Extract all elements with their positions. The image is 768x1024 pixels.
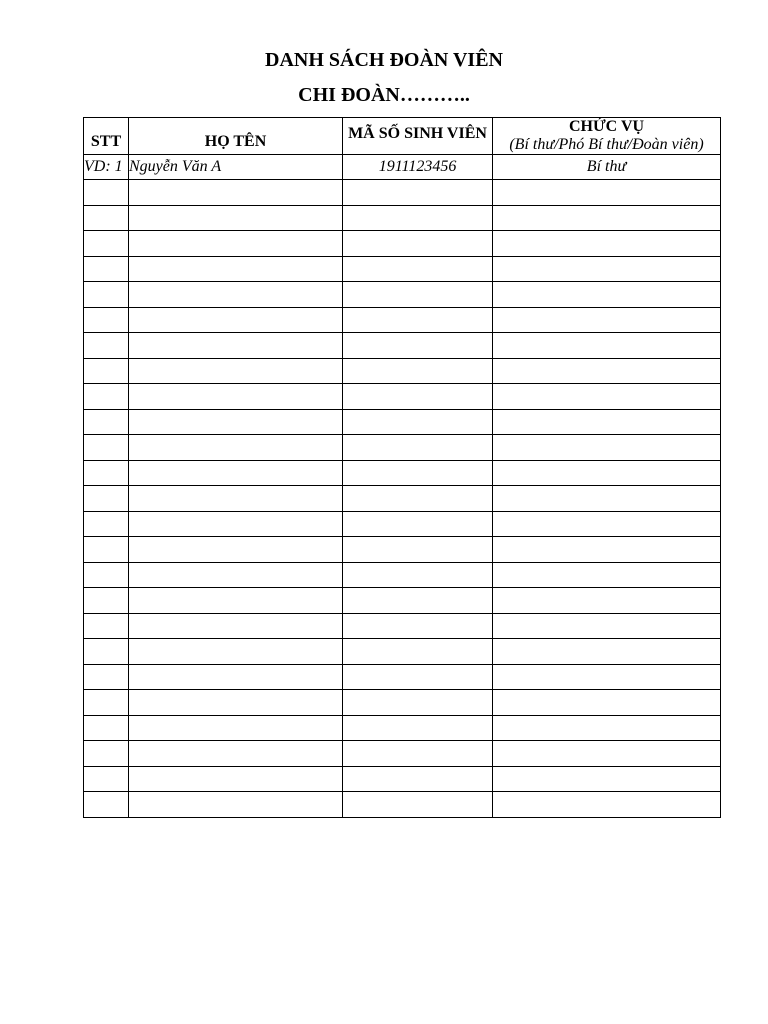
cell-student-id[interactable] <box>343 180 493 206</box>
cell-student-id[interactable] <box>343 384 493 410</box>
cell-student-id[interactable] <box>343 231 493 257</box>
cell-role[interactable] <box>493 435 721 461</box>
cell-student-id[interactable] <box>343 358 493 384</box>
table-row <box>84 358 721 384</box>
cell-stt[interactable] <box>84 792 129 818</box>
table-row-example <box>84 155 721 180</box>
cell-name[interactable] <box>129 460 343 486</box>
table-row <box>84 588 721 614</box>
cell-name[interactable] <box>129 613 343 639</box>
cell-name[interactable]: Nguyễn Văn A <box>129 155 343 180</box>
cell-name[interactable] <box>129 511 343 537</box>
cell-student-id[interactable] <box>343 282 493 308</box>
table-row <box>84 435 721 461</box>
table-row <box>84 486 721 512</box>
table-row <box>84 282 721 308</box>
cell-student-id[interactable] <box>343 741 493 767</box>
cell-stt[interactable] <box>84 639 129 665</box>
table-row <box>84 613 721 639</box>
cell-student-id[interactable] <box>343 639 493 665</box>
document-subtitle: CHI ĐOÀN……….. <box>298 84 470 106</box>
table-row <box>84 511 721 537</box>
cell-stt[interactable] <box>84 613 129 639</box>
table-row <box>84 639 721 665</box>
cell-student-id[interactable] <box>343 792 493 818</box>
cell-role[interactable] <box>493 180 721 206</box>
cell-student-id[interactable] <box>343 715 493 741</box>
cell-name[interactable] <box>129 664 343 690</box>
member-table <box>83 117 721 818</box>
cell-student-id[interactable] <box>343 511 493 537</box>
cell-stt[interactable] <box>84 588 129 614</box>
cell-role[interactable] <box>493 715 721 741</box>
table-row <box>84 715 721 741</box>
cell-stt[interactable]: VD: 1 <box>84 155 129 180</box>
table-row <box>84 205 721 231</box>
cell-stt[interactable] <box>84 664 129 690</box>
table-row <box>84 231 721 257</box>
cell-name[interactable] <box>129 486 343 512</box>
cell-student-id[interactable] <box>343 613 493 639</box>
cell-name[interactable] <box>129 715 343 741</box>
cell-student-id[interactable] <box>343 205 493 231</box>
cell-name[interactable] <box>129 333 343 359</box>
cell-role[interactable] <box>493 792 721 818</box>
cell-name[interactable] <box>129 537 343 563</box>
cell-student-id[interactable] <box>343 664 493 690</box>
cell-name[interactable] <box>129 741 343 767</box>
table-row <box>84 537 721 563</box>
cell-stt[interactable] <box>84 511 129 537</box>
cell-stt[interactable] <box>84 435 129 461</box>
cell-role[interactable] <box>493 511 721 537</box>
table-row <box>84 307 721 333</box>
cell-name[interactable] <box>129 435 343 461</box>
cell-stt[interactable] <box>84 231 129 257</box>
cell-stt[interactable] <box>84 307 129 333</box>
cell-name[interactable] <box>129 588 343 614</box>
table-row <box>84 333 721 359</box>
cell-stt[interactable] <box>84 180 129 206</box>
column-header-role-note: (Bí thư/Phó Bí thư/Đoàn viên) <box>509 136 704 153</box>
cell-role[interactable] <box>493 282 721 308</box>
cell-role[interactable] <box>493 256 721 282</box>
table-body <box>84 155 721 818</box>
table-row <box>84 562 721 588</box>
cell-name[interactable] <box>129 792 343 818</box>
table-header-row <box>84 118 721 155</box>
cell-stt[interactable] <box>84 766 129 792</box>
cell-role[interactable]: Bí thư <box>493 155 721 180</box>
cell-role[interactable] <box>493 333 721 359</box>
cell-stt[interactable] <box>84 333 129 359</box>
cell-name[interactable] <box>129 256 343 282</box>
table-row <box>84 409 721 435</box>
cell-role[interactable] <box>493 766 721 792</box>
cell-name[interactable] <box>129 409 343 435</box>
column-header-role-label: CHỨC VỤ <box>568 118 645 135</box>
cell-stt[interactable] <box>84 282 129 308</box>
cell-name[interactable] <box>129 639 343 665</box>
cell-role[interactable] <box>493 231 721 257</box>
cell-name[interactable] <box>129 384 343 410</box>
document-title: DANH SÁCH ĐOÀN VIÊN <box>265 49 503 71</box>
table-row <box>84 256 721 282</box>
cell-role[interactable] <box>493 741 721 767</box>
cell-student-id[interactable] <box>343 435 493 461</box>
cell-name[interactable] <box>129 180 343 206</box>
table-row <box>84 690 721 716</box>
cell-role[interactable] <box>493 384 721 410</box>
cell-role[interactable] <box>493 358 721 384</box>
table-row <box>84 766 721 792</box>
cell-role[interactable] <box>493 537 721 563</box>
cell-student-id[interactable] <box>343 588 493 614</box>
cell-stt[interactable] <box>84 256 129 282</box>
table-row <box>84 460 721 486</box>
cell-name[interactable] <box>129 205 343 231</box>
cell-role[interactable] <box>493 562 721 588</box>
column-header-name: HỌ TÊN <box>129 118 343 155</box>
cell-name[interactable] <box>129 690 343 716</box>
column-header-stt: STT <box>84 118 129 155</box>
cell-stt[interactable] <box>84 715 129 741</box>
table-row <box>84 180 721 206</box>
cell-student-id[interactable] <box>343 537 493 563</box>
cell-student-id[interactable] <box>343 460 493 486</box>
cell-name[interactable] <box>129 358 343 384</box>
cell-name[interactable] <box>129 766 343 792</box>
cell-role[interactable] <box>493 588 721 614</box>
cell-role[interactable] <box>493 409 721 435</box>
cell-stt[interactable] <box>84 358 129 384</box>
cell-stt[interactable] <box>84 562 129 588</box>
cell-student-id[interactable] <box>343 409 493 435</box>
cell-role[interactable] <box>493 460 721 486</box>
cell-stt[interactable] <box>84 690 129 716</box>
cell-student-id[interactable] <box>343 333 493 359</box>
cell-student-id[interactable] <box>343 486 493 512</box>
cell-role[interactable] <box>493 639 721 665</box>
table-row <box>84 384 721 410</box>
cell-student-id[interactable] <box>343 766 493 792</box>
cell-role[interactable] <box>493 690 721 716</box>
cell-name[interactable] <box>129 562 343 588</box>
cell-student-id[interactable] <box>343 690 493 716</box>
cell-stt[interactable] <box>84 205 129 231</box>
cell-student-id[interactable] <box>343 307 493 333</box>
table-row <box>84 741 721 767</box>
cell-role[interactable] <box>493 613 721 639</box>
cell-stt[interactable] <box>84 741 129 767</box>
cell-stt[interactable] <box>84 460 129 486</box>
cell-role[interactable] <box>493 205 721 231</box>
cell-stt[interactable] <box>84 486 129 512</box>
cell-role[interactable] <box>493 664 721 690</box>
cell-stt[interactable] <box>84 537 129 563</box>
cell-stt[interactable] <box>84 384 129 410</box>
cell-role[interactable] <box>493 486 721 512</box>
cell-student-id[interactable] <box>343 562 493 588</box>
cell-name[interactable] <box>129 231 343 257</box>
cell-name[interactable] <box>129 282 343 308</box>
cell-role[interactable] <box>493 307 721 333</box>
column-header-role <box>493 118 721 155</box>
table-row <box>84 664 721 690</box>
column-header-student-id: MÃ SỐ SINH VIÊN <box>343 118 493 155</box>
table-row <box>84 792 721 818</box>
cell-stt[interactable] <box>84 409 129 435</box>
cell-student-id[interactable]: 1911123456 <box>343 155 493 180</box>
cell-name[interactable] <box>129 307 343 333</box>
cell-student-id[interactable] <box>343 256 493 282</box>
